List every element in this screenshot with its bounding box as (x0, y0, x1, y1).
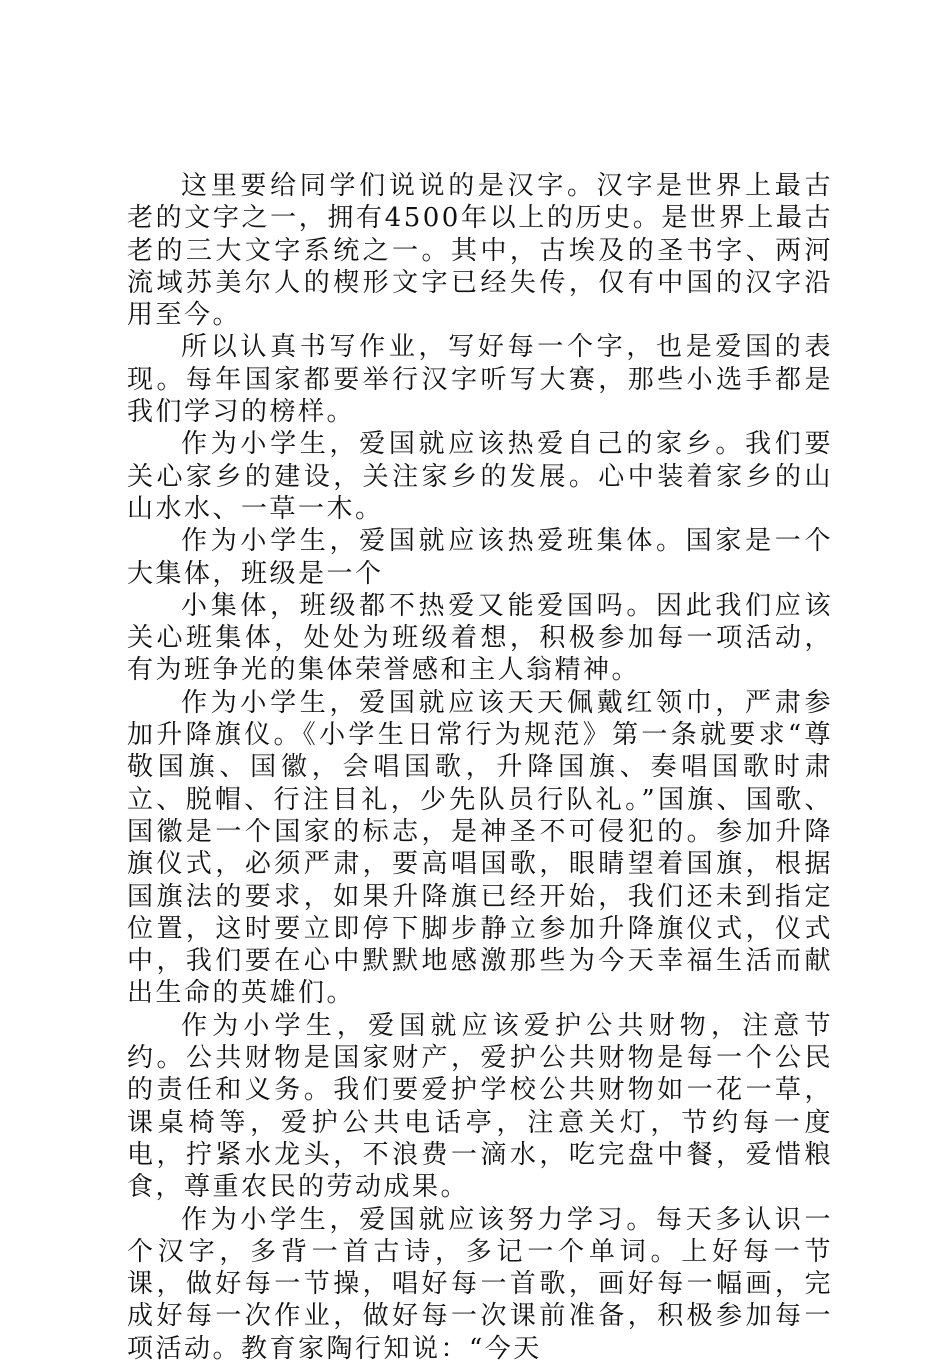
paragraph-love-class: 作为小学生，爱国就应该热爱班集体。国家是一个大集体，班级是一个 (127, 526, 833, 589)
paragraph-hanzi-history: 这里要给同学们说说的是汉字。汉字是世界上最古老的文字之一，拥有4500年以上的历史。是世界上最古老的三大文字系统之一。其中，古埃及的圣书字、两河流域苏美尔人的楔形文字已经失传，仅有中国的汉字沿用至今。 (127, 171, 833, 331)
paragraph-small-collective: 小集体，班级都不热爱又能爱国吗。因此我们应该关心班集体，处处为班级着想，积极参加每一项活动，有为班争光的集体荣誉感和主人翁精神。 (127, 590, 833, 686)
paragraph-love-hometown: 作为小学生，爱国就应该热爱自己的家乡。我们要关心家乡的建设，关注家乡的发展。心中装着家乡的山山水水、一草一木。 (127, 429, 833, 524)
paragraph-public-property: 作为小学生，爱国就应该爱护公共财物，注意节约。公共财物是国家财产，爱护公共财物是每一个公民的责任和义务。我们要爱护学校公共财物如一花一草，课桌椅等，爱护公共电话亭，注意关灯，节约每一度电，拧紧水龙头，不浪费一滴水，吃完盘中餐，爱惜粮食，尊重农民的劳动成果。 (127, 1010, 833, 1203)
document-body (127, 170, 833, 1365)
paragraph-flag-ceremony: 作为小学生，爱国就应该天天佩戴红领巾，严肃参加升降旗仪。《小学生日常行为规范》第一条就要求“尊敬国旗、国徽，会唱国歌，升降国旗、奏唱国歌时肃立、脱帽、行注目礼，少先队员行队礼。”国旗、国歌、国徽是一个国家的标志，是神圣不可侵犯的。参加升降旗仪式，必须严肃，要高唱国歌，眼睛望着国旗，根据国旗法的要求，如果升降旗已经开始，我们还未到指定位置，这时要立即停下脚步静立参加升降旗仪式，仪式中，我们要在心中默默地感激那些为今天幸福生活而献出生命的英雄们。 (127, 687, 833, 1009)
paragraph-writing-homework: 所以认真书写作业，写好每一个字，也是爱国的表现。每年国家都要举行汉字听写大赛，那些小选手都是我们学习的榜样。 (127, 332, 833, 428)
paragraph-study-hard: 作为小学生，爱国就应该努力学习。每天多认识一个汉字，多背一首古诗，多记一个单词。上好每一节课，做好每一节操，唱好每一首歌，画好每一幅画，完成好每一次作业，做好每一次课前准备，积极参加每一项活动。教育家陶行知说：“今天 (127, 1204, 833, 1364)
